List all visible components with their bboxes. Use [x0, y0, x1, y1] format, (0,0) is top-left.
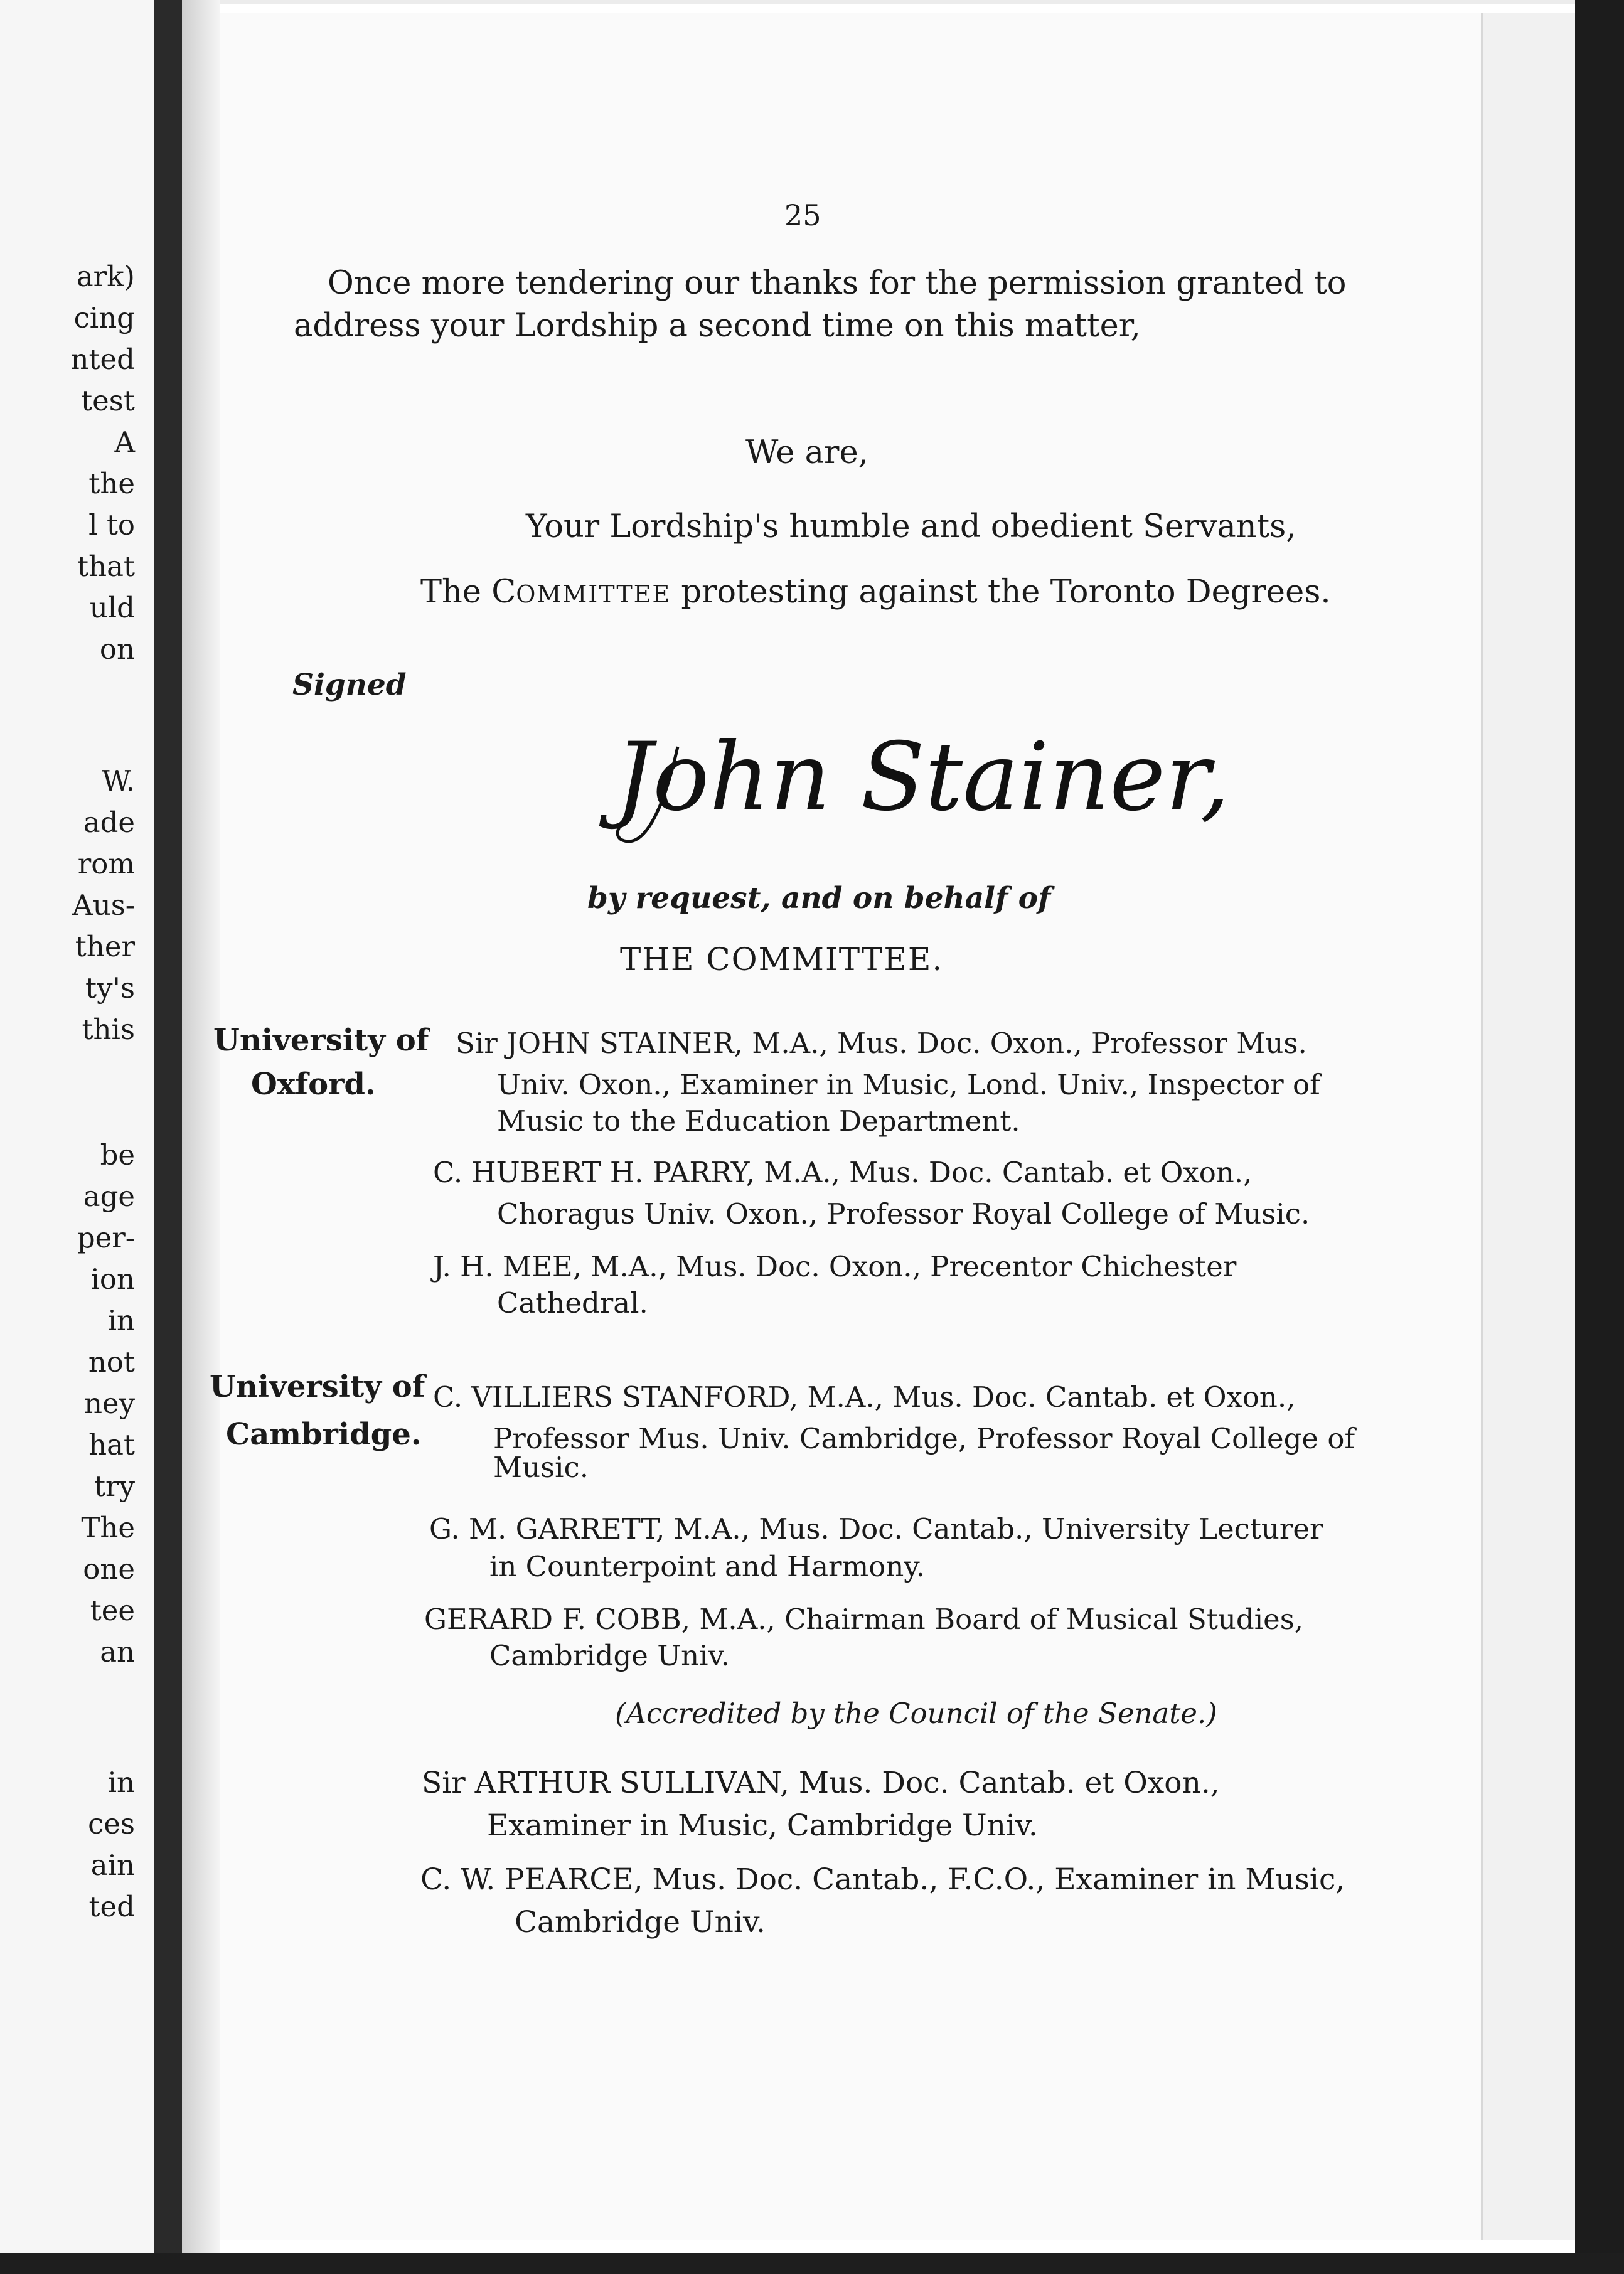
committee-the: The — [420, 574, 482, 611]
scan-right-edge — [1575, 0, 1624, 2274]
member-sullivan-line2: Examiner in Music, Cambridge Univ. — [487, 1808, 1038, 1843]
the-committee-heading: THE COMMITTEE. — [620, 941, 944, 978]
left-page-fragment: The — [81, 1511, 135, 1544]
left-page-fragment: A — [114, 425, 135, 459]
left-page-fragment: try — [93, 1470, 135, 1503]
left-page-fragment: ain — [90, 1849, 135, 1882]
left-page-fragment: hat — [88, 1428, 135, 1461]
left-page-fragment: ces — [88, 1807, 135, 1840]
page-number: 25 — [784, 198, 821, 232]
member-garrett-line1: G. M. GARRETT, M.A., Mus. Doc. Cantab., University Lecturer — [429, 1512, 1323, 1545]
left-page-fragment: an — [100, 1635, 135, 1668]
book-binding — [154, 0, 182, 2274]
left-page-fragment: ion — [90, 1262, 135, 1296]
left-page-fragment: not — [88, 1345, 135, 1379]
member-stainer-line1: Sir JOHN STAINER, M.A., Mus. Doc. Oxon., Professor Mus. — [456, 1027, 1307, 1060]
closing-line-1: Once more tendering our thanks for the permission granted to — [328, 265, 1347, 302]
left-page-fragment: in — [107, 1766, 135, 1799]
member-mee-line2: Cathedral. — [497, 1286, 648, 1320]
left-page-fragment: rom — [77, 847, 135, 880]
by-request: by request, and on behalf of — [587, 881, 1051, 915]
left-page-fragment: W. — [102, 764, 135, 798]
left-page-fragment: age — [83, 1180, 135, 1213]
committee-line — [420, 574, 1331, 611]
page-stack-edge — [1481, 13, 1577, 2240]
left-page-fragment: one — [83, 1552, 135, 1586]
signature-text: John Stainer, — [615, 723, 1231, 832]
member-parry-line1: C. HUBERT H. PARRY, M.A., Mus. Doc. Cantab. et Oxon., — [433, 1156, 1253, 1189]
left-page-fragment: ty's — [85, 971, 135, 1005]
left-page-fragment: ted — [88, 1890, 135, 1923]
committee-initial: C — [491, 574, 516, 611]
member-stanford-line3: Music. — [493, 1451, 589, 1484]
member-stainer-line2: Univ. Oxon., Examiner in Music, Lond. Univ., Inspector of — [497, 1068, 1320, 1101]
left-page-fragment: ark) — [76, 260, 135, 293]
left-page-fragment: ther — [75, 930, 135, 963]
left-page-fragment: test — [81, 384, 135, 417]
left-page-fragment: per- — [77, 1221, 135, 1254]
scan-bottom-edge — [0, 2253, 1624, 2274]
cambridge-label-line2: Cambridge. — [226, 1417, 422, 1452]
left-facing-page — [0, 0, 154, 2274]
left-page-fragment: on — [99, 633, 135, 666]
oxford-label-line1: University of — [213, 1023, 429, 1058]
member-cobb-line2: Cambridge Univ. — [489, 1639, 730, 1672]
servants-line: Your Lordship's humble and obedient Servants, — [526, 508, 1296, 545]
member-stanford-line1: C. VILLIERS STANFORD, M.A., Mus. Doc. Cantab. et Oxon., — [433, 1380, 1296, 1414]
signature-john-stainer — [602, 703, 1231, 866]
we-are: We are, — [745, 434, 868, 471]
left-page-fragment: this — [82, 1013, 135, 1046]
member-pearce-line2: Cambridge Univ. — [515, 1905, 766, 1940]
left-page-fragment: ney — [83, 1387, 135, 1420]
left-page-fragment: in — [107, 1304, 135, 1337]
left-page-fragment: l to — [88, 508, 135, 542]
left-page-fragment: nted — [70, 343, 135, 376]
left-page-fragment: uld — [89, 591, 135, 624]
member-stainer-line3: Music to the Education Department. — [497, 1104, 1020, 1138]
left-page-fragment: tee — [90, 1594, 135, 1627]
left-page-fragment: that — [77, 550, 135, 583]
scan-top-edge — [0, 0, 1624, 4]
left-page-fragment: ade — [83, 806, 135, 839]
cambridge-label-line1: University of — [210, 1369, 425, 1404]
member-mee-line1: J. H. MEE, M.A., Mus. Doc. Oxon., Precentor Chichester — [433, 1250, 1237, 1283]
left-page-fragment: the — [88, 467, 135, 500]
left-page-fragment: be — [100, 1138, 135, 1172]
member-garrett-line2: in Counterpoint and Harmony. — [489, 1550, 926, 1583]
member-sullivan-line1: Sir ARTHUR SULLIVAN, Mus. Doc. Cantab. et Oxon., — [422, 1766, 1220, 1800]
left-page-fragment: cing — [73, 301, 135, 334]
left-page-fragment: Aus- — [72, 889, 135, 922]
member-parry-line2: Choragus Univ. Oxon., Professor Royal College of Music. — [497, 1197, 1310, 1230]
signed-label: Signed — [292, 668, 407, 702]
member-stanford-line2: Professor Mus. Univ. Cambridge, Professor Royal College of — [493, 1422, 1355, 1455]
oxford-label-line2: Oxford. — [251, 1067, 376, 1102]
closing-line-2: address your Lordship a second time on this matter, — [294, 307, 1141, 344]
accredited-note: (Accredited by the Council of the Senate.) — [615, 1697, 1217, 1730]
committee-rest: protesting against the Toronto Degrees. — [681, 574, 1331, 611]
committee-smallcaps: OMMITTEE — [516, 580, 671, 608]
page-gutter-shadow — [182, 0, 220, 2274]
member-cobb-line1: GERARD F. COBB, M.A., Chairman Board of Musical Studies, — [424, 1603, 1304, 1636]
member-pearce-line1: C. W. PEARCE, Mus. Doc. Cantab., F.C.O., Examiner in Music, — [420, 1862, 1345, 1897]
